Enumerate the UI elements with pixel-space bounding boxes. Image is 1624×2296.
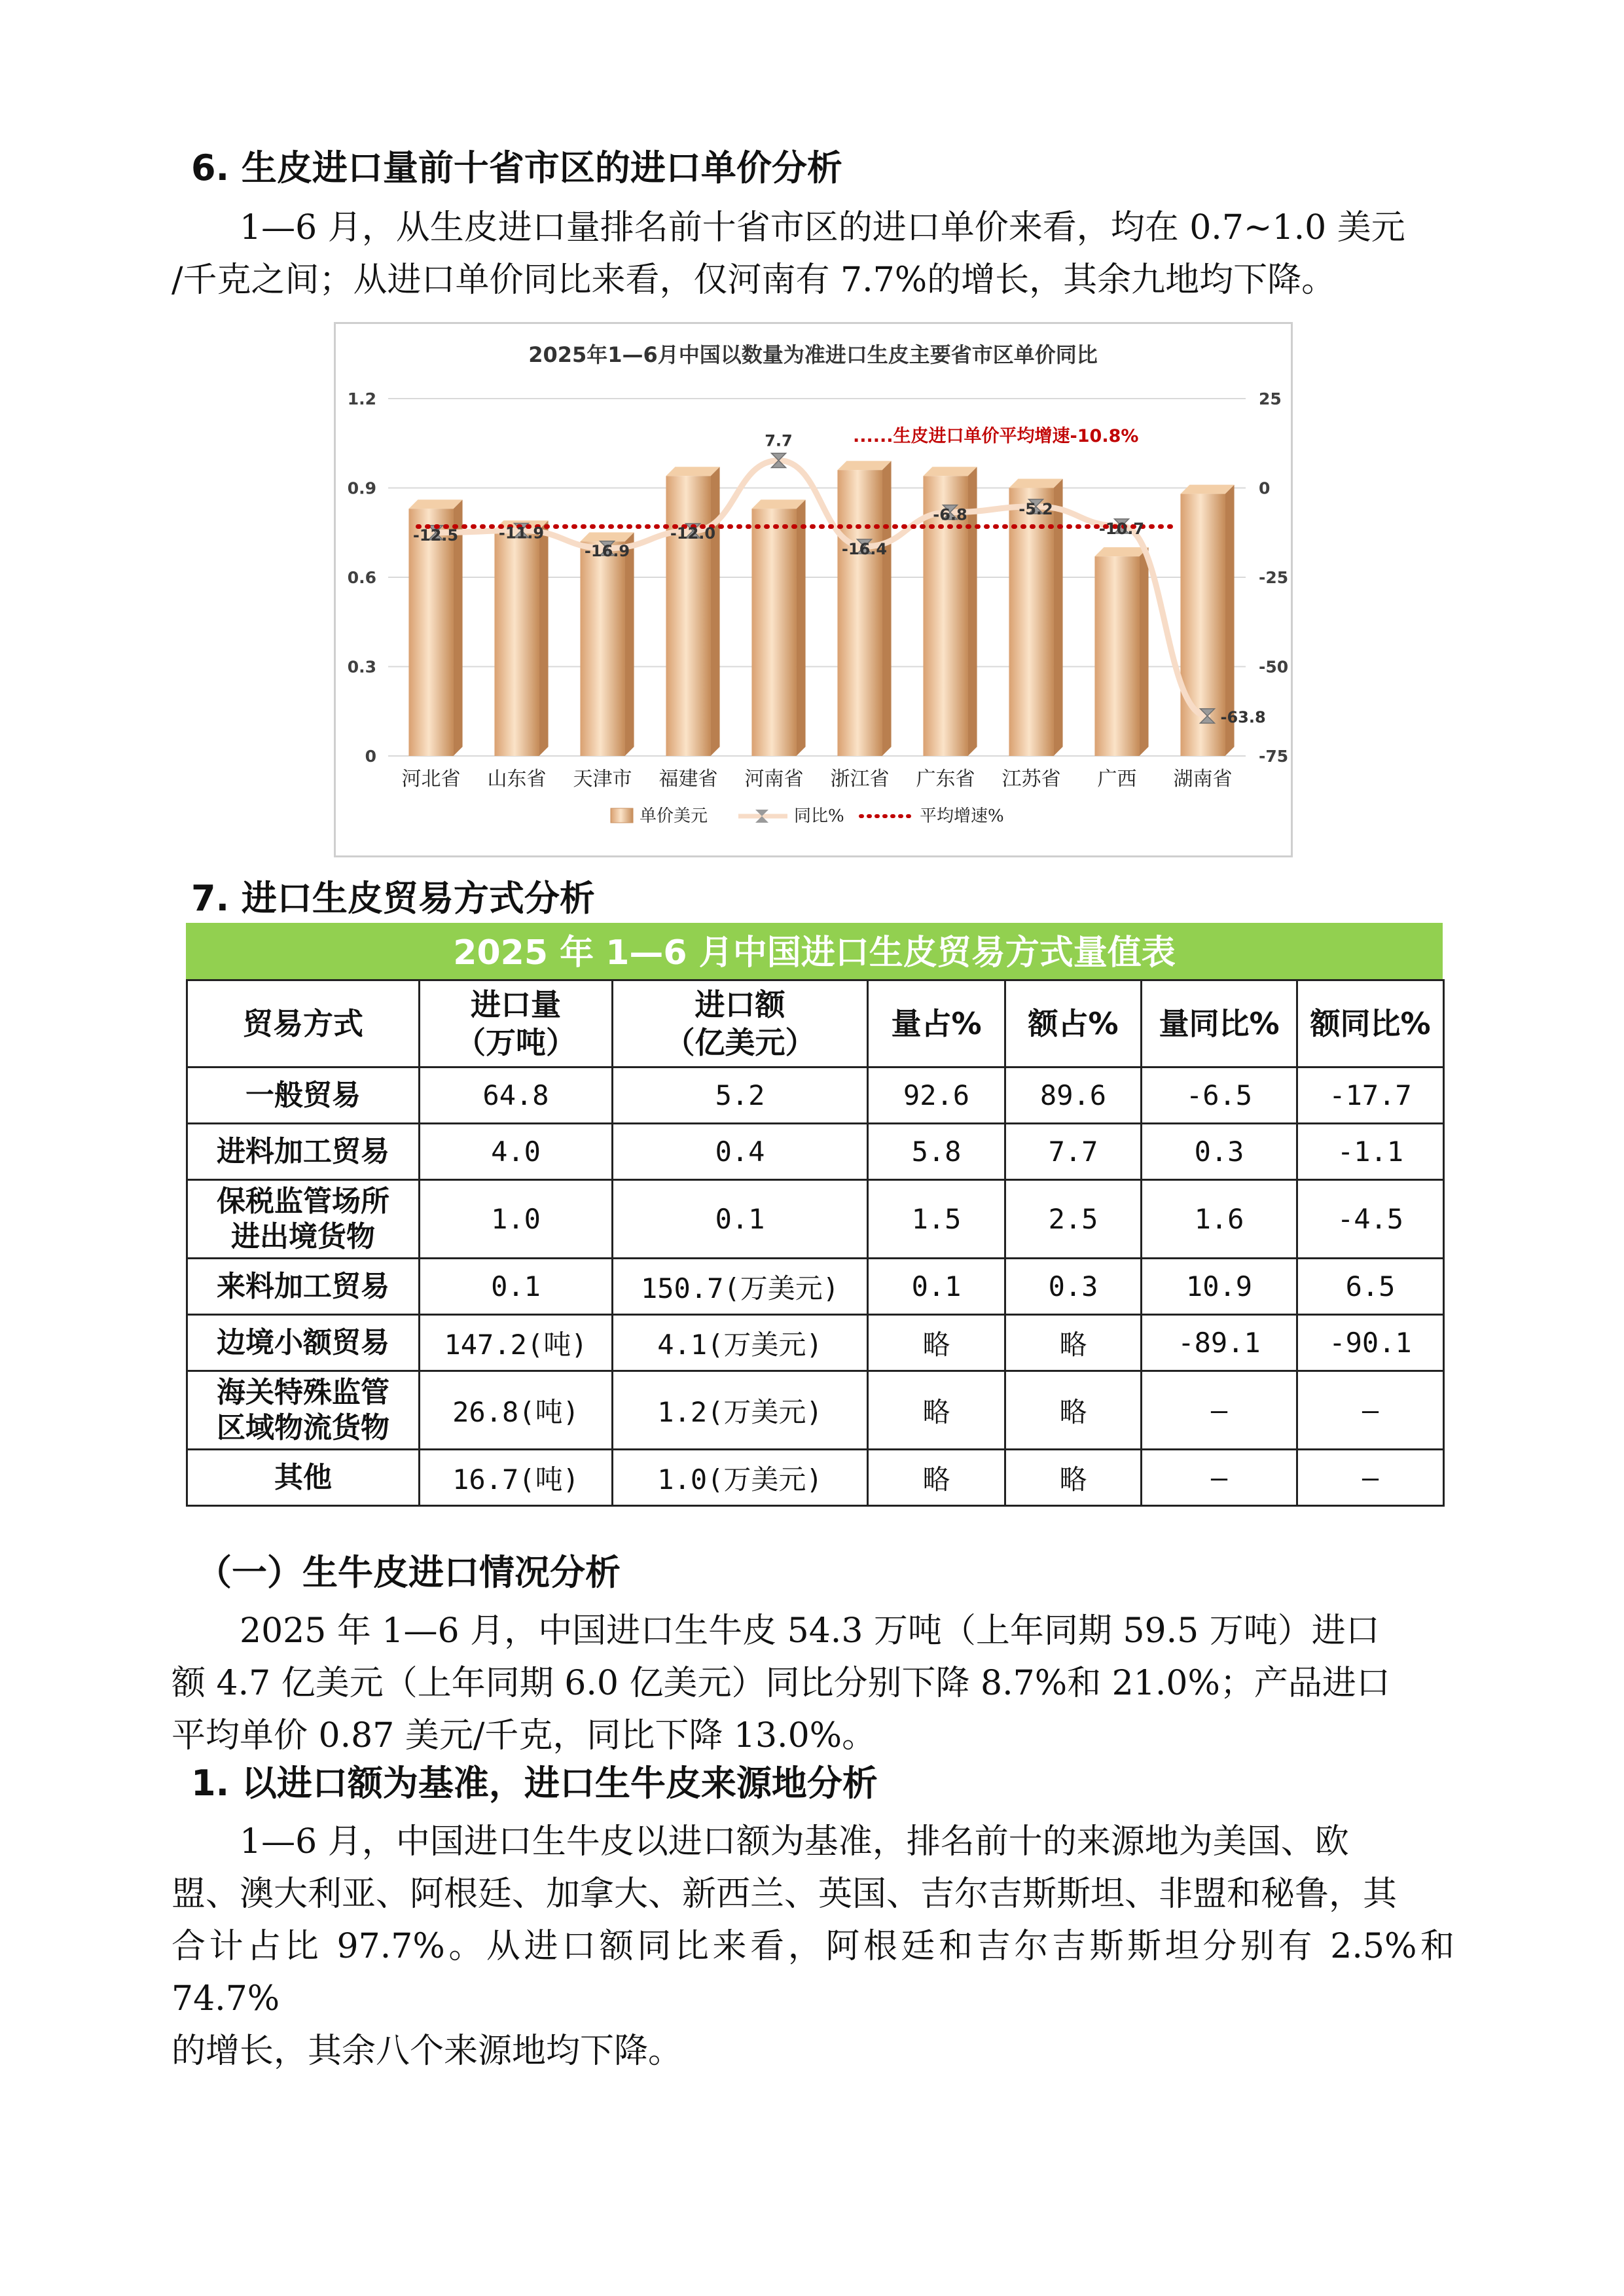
table-header-5 — [1142, 980, 1297, 1067]
table-cell: 略 — [868, 1450, 1005, 1506]
table-cell: 0.1 — [613, 1180, 868, 1259]
section6-heading: 6. 生皮进口量前十省市区的进口单价分析 — [191, 147, 842, 188]
bar-side — [797, 499, 806, 756]
table-cell: — — [1142, 1450, 1297, 1506]
table-cell: 1.5 — [868, 1180, 1005, 1259]
legend-label-yoy: 同比% — [794, 806, 844, 826]
chart-canvas — [336, 324, 1291, 855]
bar-side — [882, 461, 892, 756]
sectionA1-heading: 1. 以进口额为基准，进口生牛皮来源地分析 — [191, 1763, 878, 1804]
sectionA1-line-2: 盟、澳大利亚、阿根廷、加拿大、新西兰、英国、吉尔吉斯斯坦、非盟和秘鲁，其 — [171, 1874, 1398, 1914]
trade-mode-text: 来料加工贸易 — [217, 1269, 389, 1303]
table-header-1 — [420, 980, 613, 1067]
table-cell: -89.1 — [1142, 1315, 1297, 1371]
y-left-tick-label: 0.9 — [347, 478, 376, 498]
trade-mode-text: 区域物流货物 — [217, 1410, 389, 1444]
table-header-3 — [868, 980, 1005, 1067]
table-cell: — — [1297, 1371, 1444, 1450]
y-right-tick-label: 25 — [1259, 389, 1282, 408]
sectionA-line-1: 2025 年 1—6 月，中国进口生牛皮 54.3 万吨（上年同期 59.5 万吨）进口 — [240, 1611, 1380, 1651]
bar-top — [1180, 485, 1234, 494]
x-category-label: 天津市 — [573, 768, 632, 791]
x-category-label: 江苏省 — [1001, 768, 1061, 791]
table-cell: 150.7(万美元) — [613, 1259, 868, 1315]
trade-mode-text: 保税监管场所 — [217, 1184, 389, 1218]
trade-mode-text: 一般贸易 — [245, 1078, 361, 1112]
trade-table — [186, 979, 1445, 1507]
bar-front — [666, 476, 710, 756]
bar-top — [923, 467, 977, 476]
bar-side — [1054, 479, 1063, 757]
table-cell: — — [1297, 1450, 1444, 1506]
table-cell: 26.8(吨) — [420, 1371, 613, 1450]
bar-side — [1140, 547, 1149, 756]
table-cell: 0.1 — [420, 1259, 613, 1315]
table-header-text: 量占% — [891, 1006, 982, 1041]
table-cell: 1.6 — [1142, 1180, 1297, 1259]
table-cell: 略 — [868, 1315, 1005, 1371]
bar-front — [408, 509, 453, 756]
y-left-tick-label: 0.6 — [347, 568, 376, 587]
section6-paragraph — [171, 202, 1454, 306]
bar-top — [751, 499, 805, 509]
bar-top — [1094, 547, 1148, 556]
yoy-data-label: -16.9 — [584, 541, 630, 560]
yoy-data-label: 7.7 — [765, 431, 793, 450]
bar-top — [1009, 479, 1062, 488]
bar-side — [539, 520, 549, 756]
section7-heading: 7. 进口生皮贸易方式分析 — [191, 878, 595, 919]
sectionA-heading: （一）生牛皮进口情况分析 — [196, 1552, 621, 1593]
yoy-data-label: -11.9 — [498, 524, 545, 543]
table-cell: 5.2 — [613, 1067, 868, 1124]
y-right-tick-label: -75 — [1259, 747, 1289, 766]
yoy-data-label: -16.4 — [841, 540, 888, 559]
average-growth-annotation: ......生皮进口单价平均增速-10.8% — [853, 426, 1139, 446]
table-cell: 89.6 — [1005, 1067, 1142, 1124]
yoy-data-label: -5.2 — [1019, 499, 1053, 518]
sectionA1-paragraph — [171, 1816, 1454, 2077]
bar-side — [625, 532, 634, 756]
table-header-6 — [1297, 980, 1444, 1067]
table-cell: 147.2(吨) — [420, 1315, 613, 1371]
sectionA1-line-1: 1—6 月，中国进口生牛皮以进口额为基准，排名前十的来源地为美国、欧 — [240, 1822, 1349, 1861]
table-header-text: 进口额 — [695, 987, 785, 1022]
trade-mode-text: 进料加工贸易 — [217, 1134, 389, 1168]
y-left-tick-label: 0.3 — [347, 657, 376, 677]
trade-mode-label — [187, 1259, 420, 1315]
table-header-text: （亿美元） — [664, 1025, 816, 1060]
table-cell: -4.5 — [1297, 1180, 1444, 1259]
legend-bar-swatch — [611, 808, 633, 823]
table-cell: -6.5 — [1142, 1067, 1297, 1124]
bar-top — [408, 499, 462, 509]
table-cell: 略 — [868, 1371, 1005, 1450]
legend-label-price: 单价美元 — [640, 806, 708, 826]
table-row — [187, 1450, 1444, 1506]
yoy-data-label: -12.5 — [412, 526, 459, 545]
table-row — [187, 1180, 1444, 1259]
table-cell: 2.5 — [1005, 1180, 1142, 1259]
table-cell: 1.0 — [420, 1180, 613, 1259]
y-right-tick-label: 0 — [1259, 478, 1271, 498]
table-cell: 略 — [1005, 1315, 1142, 1371]
trade-mode-text: 边境小额贸易 — [217, 1325, 389, 1359]
trade-mode-label — [187, 1067, 420, 1124]
bar-山东省 — [494, 520, 548, 756]
x-category-label: 福建省 — [659, 768, 718, 791]
bar-福建省 — [666, 467, 719, 756]
table-cell: 5.8 — [868, 1124, 1005, 1180]
trade-mode-label — [187, 1124, 420, 1180]
table-row — [187, 1371, 1444, 1450]
table-cell: 0.3 — [1005, 1259, 1142, 1315]
table-row — [187, 1124, 1444, 1180]
bar-浙江省 — [837, 461, 891, 756]
table-cell: 16.7(吨) — [420, 1450, 613, 1506]
trade-mode-label — [187, 1315, 420, 1371]
table-header-row — [187, 980, 1444, 1067]
trade-mode-label — [187, 1371, 420, 1450]
bar-河南省 — [751, 499, 805, 756]
trade-table-title: 2025 年 1—6 月中国进口生皮贸易方式量值表 — [186, 923, 1443, 979]
table-cell: 7.7 — [1005, 1124, 1142, 1180]
table-cell: 4.0 — [420, 1124, 613, 1180]
x-category-label: 湖南省 — [1173, 768, 1233, 791]
y-left-tick-label: 1.2 — [347, 389, 376, 408]
table-row — [187, 1067, 1444, 1124]
table-cell: — — [1142, 1371, 1297, 1450]
yoy-data-label: -6.8 — [933, 505, 967, 524]
x-category-label: 广东省 — [916, 768, 975, 791]
y-right-tick-label: -25 — [1259, 568, 1289, 587]
x-category-label: 广西 — [1097, 768, 1137, 791]
yoy-data-label: -10.7 — [1098, 519, 1145, 538]
bar-江苏省 — [1009, 479, 1062, 757]
table-row — [187, 1315, 1444, 1371]
table-cell: 1.2(万美元) — [613, 1371, 868, 1450]
table-header-2 — [613, 980, 868, 1067]
trade-mode-text: 海关特殊监管 — [217, 1375, 389, 1409]
bar-side — [711, 467, 720, 756]
table-header-text: 贸易方式 — [243, 1006, 363, 1041]
table-cell: 0.4 — [613, 1124, 868, 1180]
table-header-text: 额占% — [1028, 1006, 1119, 1041]
bar-广西 — [1094, 547, 1148, 756]
bar-front — [1094, 556, 1139, 756]
trade-mode-text: 其他 — [274, 1460, 332, 1494]
yoy-data-label: -12.0 — [670, 524, 716, 543]
sectionA1-line-4: 的增长，其余八个来源地均下降。 — [171, 2032, 683, 2071]
x-category-label: 山东省 — [487, 768, 547, 791]
table-cell: 64.8 — [420, 1067, 613, 1124]
legend-label-average: 平均增速% — [920, 806, 1004, 826]
trade-mode-label — [187, 1180, 420, 1259]
sectionA-line-3: 平均单价 0.87 美元/千克，同比下降 13.0%。 — [171, 1716, 876, 1755]
bar-front — [580, 541, 624, 756]
x-category-label: 河北省 — [401, 768, 461, 791]
bar-front — [837, 470, 882, 756]
table-header-text: （万吨） — [456, 1025, 576, 1060]
table-cell: 6.5 — [1297, 1259, 1444, 1315]
table-header-text: 进口量 — [471, 987, 561, 1022]
table-cell: 0.3 — [1142, 1124, 1297, 1180]
bar-front — [751, 509, 796, 756]
table-header-4 — [1005, 980, 1142, 1067]
table-cell: -90.1 — [1297, 1315, 1444, 1371]
bar-front — [494, 529, 539, 756]
sectionA-paragraph — [171, 1605, 1454, 1762]
trade-mode-label — [187, 1450, 420, 1506]
chart-title: 2025年1—6月中国以数量为准进口生皮主要省市区单价同比 — [528, 342, 1098, 367]
table-cell: 10.9 — [1142, 1259, 1297, 1315]
table-cell: 略 — [1005, 1371, 1142, 1450]
section6-line-1: 1—6 月，从生皮进口量排名前十省市区的进口单价来看，均在 0.7~1.0 美元 — [240, 208, 1405, 247]
trade-table-wrapper — [186, 923, 1443, 1507]
table-cell: 4.1(万美元) — [613, 1315, 868, 1371]
table-cell: 92.6 — [868, 1067, 1005, 1124]
bar-天津市 — [580, 532, 634, 756]
table-header-text: 额同比% — [1310, 1006, 1431, 1041]
sectionA1-line-3: 合计占比 97.7%。从进口额同比来看，阿根廷和吉尔吉斯斯坦分别有 2.5%和 74.7% — [171, 1927, 1454, 2018]
yoy-line — [436, 460, 1208, 715]
table-cell: 1.0(万美元) — [613, 1450, 868, 1506]
unit-price-chart — [334, 322, 1293, 857]
table-cell: 0.1 — [868, 1259, 1005, 1315]
yoy-data-label: -63.8 — [1220, 708, 1266, 726]
trade-mode-text: 进出境货物 — [231, 1219, 375, 1253]
bar-top — [837, 461, 891, 470]
y-left-tick-label: 0 — [365, 747, 376, 766]
x-category-label: 河南省 — [744, 768, 804, 791]
bar-top — [580, 532, 634, 541]
table-header-0 — [187, 980, 420, 1067]
table-cell: 略 — [1005, 1450, 1142, 1506]
x-category-label: 浙江省 — [830, 768, 890, 791]
table-cell: -17.7 — [1297, 1067, 1444, 1124]
sectionA-line-2: 额 4.7 亿美元（上年同期 6.0 亿美元）同比分别下降 8.7%和 21.0%；产品进口 — [171, 1664, 1390, 1703]
y-right-tick-label: -50 — [1259, 657, 1289, 677]
table-row — [187, 1259, 1444, 1315]
section6-line-2: /千克之间；从进口单价同比来看，仅河南有 7.7%的增长，其余九地均下降。 — [171, 260, 1336, 300]
table-cell: -1.1 — [1297, 1124, 1444, 1180]
bar-top — [666, 467, 719, 476]
table-header-text: 量同比% — [1159, 1006, 1280, 1041]
